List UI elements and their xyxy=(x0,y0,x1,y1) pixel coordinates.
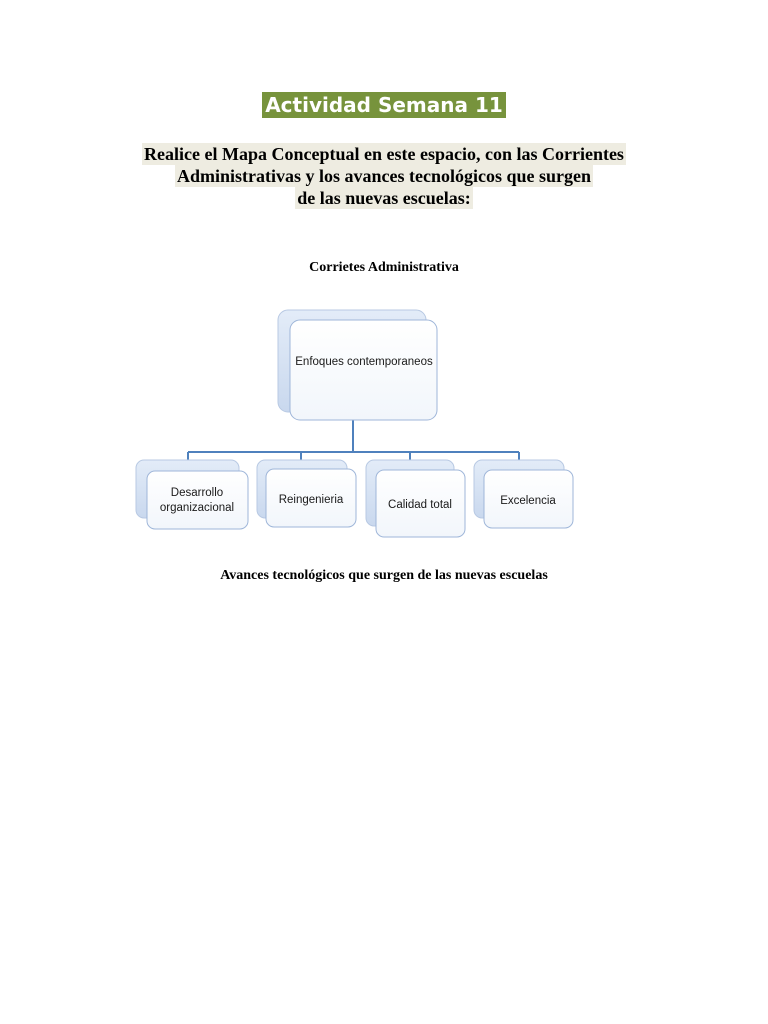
child-node-desarrollo-label-2: organizacional xyxy=(159,502,235,514)
child-node-reingenieria-label: Reingenieria xyxy=(278,494,344,506)
instructions-line-1: Realice el Mapa Conceptual en este espacio, con las Corrientes xyxy=(144,144,624,164)
child-node-excelencia-label: Excelencia xyxy=(500,495,556,507)
root-node xyxy=(278,310,437,420)
child-node-calidad xyxy=(366,460,465,537)
child-node-calidad-label: Calidad total xyxy=(388,499,452,511)
child-node-excelencia xyxy=(474,460,573,528)
instructions-line-3: de las nuevas escuelas: xyxy=(297,188,471,208)
child-node-desarrollo xyxy=(136,460,248,529)
instructions-line-2: Administrativas y los avances tecnológicos que surgen xyxy=(177,166,591,186)
child-node-reingenieria xyxy=(257,460,356,527)
page-title-text: Actividad Semana 11 xyxy=(262,92,506,118)
section-heading-corrientes: Corrietes Administrativa xyxy=(309,260,459,275)
root-node-label: Enfoques contemporaneos xyxy=(295,356,433,368)
child-node-desarrollo-label-1: Desarrollo xyxy=(170,487,224,499)
section-heading-avances: Avances tecnológicos que surgen de las nuevas escuelas xyxy=(220,568,548,583)
